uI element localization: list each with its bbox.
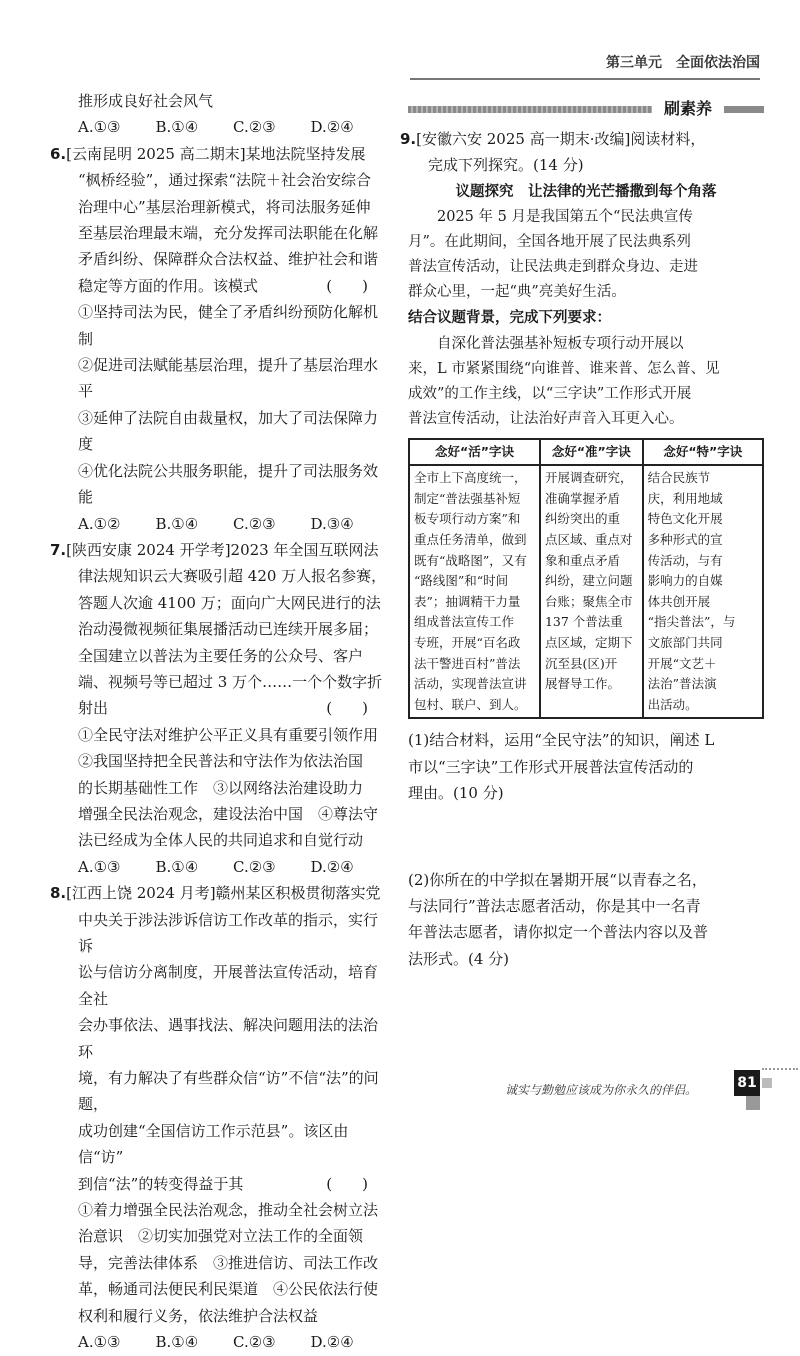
cell-line: 法干警进百村”普法	[414, 655, 521, 671]
q8-number: 8.	[50, 884, 67, 903]
cell-line: 展督导工作。	[544, 676, 620, 692]
q8-option-c: C.②③	[233, 1333, 276, 1352]
q9-sub2-line: 与法同行”普法志愿者活动，你是其中一名青	[408, 896, 701, 915]
q7-line: 全国建立以普法为主要任务的公众号、客户	[78, 646, 364, 665]
section-bar-left	[408, 106, 652, 113]
q7-line: 端、视频号等已超过 3 万个……一个个数字折	[78, 672, 383, 691]
section-header	[408, 96, 764, 122]
cell-line: 点区域、重点对	[544, 532, 633, 547]
q9-sub1-line: 理由。(10 分)	[408, 784, 504, 803]
q7-option-d: D.②④	[310, 857, 354, 876]
cell-line: 结合民族节	[647, 470, 711, 486]
cell-line: 台账；聚焦全市	[544, 593, 633, 609]
cell-line: 重点任务清单，做到	[414, 532, 527, 547]
q8-line: 会办事依法、遇事找法、解决问题用法的法治环	[78, 1016, 379, 1061]
cell-line: 全市上下高度统一，	[414, 470, 527, 486]
q9-material-line: 来，L 市紧紧围绕“向谁普、谁来普、怎么普、见	[408, 360, 720, 377]
section-title: 刷素养	[663, 98, 712, 118]
q9-topic: 议题探究 让法律的光芒播撒到每个角落	[455, 183, 717, 200]
q5-option-a: A.①③	[78, 118, 121, 137]
table-header: 念好“特”字诀	[643, 439, 763, 466]
q8-item: 权利和履行义务，依法维护合法权益	[78, 1306, 319, 1325]
cell-line: 纠纷突出的重	[544, 511, 620, 527]
cell-line: 包村、联户、到人。	[414, 696, 527, 712]
footer-square	[746, 1096, 760, 1110]
section-bar-right	[724, 106, 764, 113]
q6-line: 矛盾纠纷、保障群众合法权益、维护社会和谐	[78, 250, 379, 269]
q6-number: 6.	[50, 144, 67, 163]
q6-item: ③延伸了法院自由裁量权，加大了司法保障力度	[78, 408, 379, 454]
q7-option-a: A.①③	[78, 857, 121, 876]
q6-line: [云南昆明 2025 高二期末]某地法院坚持发展	[66, 144, 366, 163]
q7-item: ②我国坚持把全民普法和守法作为依法治国	[78, 752, 364, 771]
table-cell-te	[643, 465, 763, 718]
cell-line: 象和重点矛盾	[544, 552, 620, 568]
cell-line: 多种形式的宣	[647, 532, 723, 547]
q9-intro-line: [安徽六安 2025 高一期末·改编]阅读材料，	[416, 130, 706, 148]
q8-item: 导，完善法律体系 ③推进信访、司法工作改	[78, 1253, 379, 1272]
cell-line: 出活动。	[647, 696, 698, 712]
q7-item: 增强全民法治观念，建设法治中国 ④尊法守	[78, 804, 379, 823]
three-word-table	[408, 438, 764, 720]
q7-line: 律法规知识云大赛吸引超 420 万人报名参赛，	[78, 567, 387, 586]
cell-line: 表”；抽调精干力量	[414, 593, 521, 609]
q9-sub2-line: 法形式。(4 分)	[408, 949, 510, 968]
q6-line: 治理中心”基层治理新模式，将司法服务延伸	[78, 197, 371, 216]
q5-option-d: D.②④	[310, 118, 354, 137]
q9-material-line: 成效”的工作主线，以“三字诀”工作形式开展	[408, 385, 692, 402]
q5-option-c: C.②③	[233, 118, 276, 137]
q7-line: 治动漫微视频征集展播活动已连续开展多届；	[78, 620, 379, 639]
cell-line: 组成普法宣传工作	[414, 614, 515, 630]
q7-item: ①全民守法对维护公平正义具有重要引领作用	[78, 725, 379, 744]
q7-line: 射出	[78, 699, 109, 718]
cell-line: 庆，利用地域	[647, 490, 723, 506]
header-rule	[410, 78, 760, 80]
q7-number: 7.	[50, 540, 67, 559]
page-number: 81	[734, 1070, 760, 1096]
cell-line: 传活动，与有	[647, 552, 723, 568]
q7-item: 法已经成为全体人民的共同追求和自觉行动	[78, 831, 364, 850]
q8-line: 成功创建“全国信访工作示范县”。该区由信“访”	[78, 1121, 349, 1167]
q8-answer-paren[interactable]: ( )	[326, 1174, 368, 1193]
q8-item: 革，畅通司法便民利民渠道 ④公民依法行使	[78, 1280, 379, 1299]
cell-line: 纠纷，建立问题	[544, 573, 633, 589]
right-column	[400, 96, 764, 1032]
q6-options	[58, 511, 388, 537]
unit-header: 第三单元 全面依法治国	[606, 55, 760, 71]
q9-bg-line: 普法宣传活动，让民法典走到群众身边、走进	[408, 259, 698, 276]
question-7	[50, 537, 388, 880]
q7-options	[58, 854, 388, 880]
table-header: 念好“准”字诀	[540, 439, 643, 466]
left-column	[50, 88, 388, 1356]
q9-sub1-answer-space[interactable]	[408, 807, 764, 867]
footer-dots	[762, 1068, 798, 1070]
q8-item: ①着力增强全民法治观念，推动全社会树立法	[78, 1201, 379, 1220]
q9-sub2-answer-space[interactable]	[408, 972, 764, 1032]
question-9	[400, 126, 764, 1032]
q8-item: 治意识 ②切实加强党对立法工作的全面领	[78, 1227, 364, 1246]
q8-option-d: D.②④	[310, 1333, 354, 1352]
cell-line: 137 个普法重	[544, 614, 623, 630]
q6-option-d: D.③④	[310, 514, 354, 533]
q7-option-b: B.①④	[155, 857, 199, 876]
q5-option-b: B.①④	[155, 118, 199, 137]
cell-line: 特色文化开展	[647, 511, 723, 527]
question-8	[50, 880, 388, 1355]
q6-item: ①坚持司法为民，健全了矛盾纠纷预防化解机制	[78, 303, 379, 348]
cell-line: “指尖普法”，与	[647, 614, 736, 630]
table-cell-huo	[409, 465, 540, 718]
q7-line: [陕西安康 2024 开学考]2023 年全国互联网法	[66, 540, 379, 559]
cell-line: 专班，开展“百名政	[414, 634, 521, 650]
q8-options	[58, 1329, 388, 1355]
cell-line: 制定“普法强基补短	[414, 490, 521, 506]
q9-bg-line: 群众心里，一起“典”亮美好生活。	[408, 284, 626, 301]
cell-line: 法治”普法演	[647, 676, 717, 692]
q9-number: 9.	[400, 130, 417, 148]
q9-requirement: 结合议题背景，完成下列要求：	[408, 310, 611, 327]
q5-options	[58, 114, 388, 140]
q9-bg-line: 2025 年 5 月是我国第五个“民法典宣传	[437, 209, 693, 226]
q8-option-a: A.①③	[78, 1333, 121, 1352]
q7-option-c: C.②③	[233, 857, 276, 876]
footer-square	[762, 1078, 772, 1088]
cell-line: “路线图”和“时间	[414, 573, 509, 589]
q9-bg-line: 月”。在此期间，全国各地开展了民法典系列	[408, 234, 691, 251]
q6-option-c: C.②③	[233, 514, 276, 533]
q8-line: [江西上饶 2024 月考]赣州某区积极贯彻落实党	[66, 884, 381, 903]
cell-line: 文旅部门共同	[647, 634, 723, 650]
q6-item: ②促进司法赋能基层治理，提升了基层治理水平	[78, 356, 379, 401]
cell-line: 活动，实现普法宣讲	[414, 676, 527, 692]
q8-line: 讼与信访分离制度，开展普法宣传活动，培育全社	[78, 963, 379, 1008]
q9-sub1-line: (1)结合材料，运用“全民守法”的知识，阐述 L	[408, 731, 715, 750]
q6-line: “枫桥经验”，通过探索“法院＋社会治安综合	[78, 171, 372, 190]
q6-line: 稳定等方面的作用。该模式	[78, 276, 259, 295]
q8-line: 到信“法”的转变得益于其	[78, 1174, 244, 1193]
q9-material-line: 普法宣传活动，让法治好声音入耳更入心。	[408, 410, 684, 427]
q6-answer-paren[interactable]: ( )	[326, 276, 368, 295]
q8-option-b: B.①④	[155, 1333, 199, 1352]
table-header: 念好“活”字诀	[409, 439, 540, 466]
q5-tail: 推形成良好社会风气	[78, 92, 214, 110]
q7-line: 答题人次逾 4100 万；面向广大网民进行的法	[78, 593, 381, 612]
q6-line: 至基层治理最末端，充分发挥司法职能在化解	[78, 224, 379, 243]
q8-line: 中央关于涉法涉诉信访工作改革的指示，实行诉	[78, 910, 379, 955]
q9-sub2-line: (2)你所在的中学拟在暑期开展“以青春之名，	[408, 870, 707, 889]
q9-intro-line: 完成下列探究。(14 分)	[428, 156, 584, 175]
cell-line: 体共创开展	[647, 593, 711, 609]
footer-motto: 诚实与勤勉应该成为你永久的伴侣。	[505, 1083, 698, 1097]
cell-line: 影响力的自媒	[647, 573, 723, 589]
cell-line: 既有“战略图”，又有	[414, 552, 527, 568]
table-cell-zhun	[540, 465, 643, 718]
cell-line: 点区域，定期下	[544, 634, 633, 650]
q7-item: 的长期基础性工作 ③以网络法治建设助力	[78, 778, 364, 797]
q6-item: ④优化法院公共服务职能，提升了司法服务效能	[78, 461, 379, 507]
q8-line: 境，有力解决了有些群众信“访”不信“法”的问题，	[78, 1069, 379, 1114]
q9-sub1-line: 市以“三字诀”工作形式开展普法宣传活动的	[408, 757, 694, 776]
cell-line: 开展“文艺＋	[647, 655, 717, 671]
question-6	[50, 141, 388, 537]
q7-answer-paren[interactable]: ( )	[326, 699, 368, 718]
cell-line: 准确掌握矛盾	[544, 490, 620, 506]
q9-sub2-line: 年普法志愿者，请你拟定一个普法内容以及普	[408, 923, 709, 942]
cell-line: 板专项行动方案”和	[414, 511, 521, 527]
cell-line: 开展调查研究，	[544, 470, 633, 486]
cell-line: 沉至县(区)开	[544, 655, 618, 671]
q9-material-line: 自深化普法强基补短板专项行动开展以	[437, 335, 684, 352]
q6-option-b: B.①④	[155, 514, 199, 533]
q6-option-a: A.①②	[78, 514, 121, 533]
